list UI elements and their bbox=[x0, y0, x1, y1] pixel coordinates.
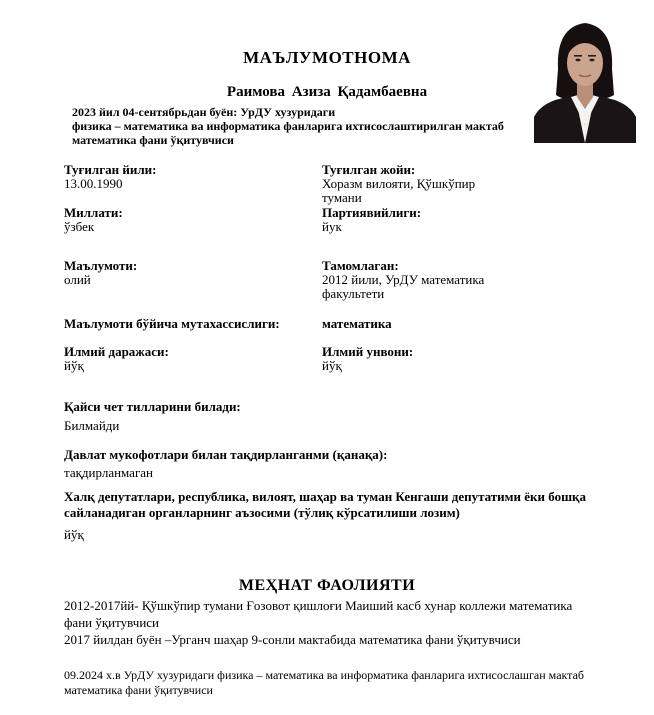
work-history-line: 2017 йилдан буён –Урганч шаҳар 9-сонли мактабида математика фани ўқитувчиси bbox=[64, 632, 521, 647]
education-value: олий bbox=[64, 272, 91, 287]
current-position-line: математика фани ўқитувчиси bbox=[72, 133, 234, 147]
awards-value: тақдирланмаган bbox=[64, 465, 154, 480]
birth-place-value: Хоразм вилояти, Қўшкўпир bbox=[322, 176, 476, 191]
nationality-label: Миллати: bbox=[64, 205, 123, 220]
birth-year-label: Туғилган йили: bbox=[64, 162, 157, 177]
graduated-label: Тамомлаган: bbox=[322, 258, 399, 273]
deputy-value: йўқ bbox=[64, 527, 84, 542]
party-label: Партиявийлиги: bbox=[322, 205, 422, 220]
degree-value: йўқ bbox=[64, 358, 84, 373]
degree-label: Илмий даражаси: bbox=[64, 344, 169, 359]
work-history-line: математика фани ўқитувчиси bbox=[64, 683, 213, 697]
awards-label: Давлат мукофотлари билан тақдирланганми (қанақа): bbox=[64, 447, 388, 462]
academic-title-value: йўқ bbox=[322, 358, 342, 373]
work-history-line: 2012-2017йй- Қўшкўпир тумани Ғозовот қишлоғи Маиший касб хунар коллежи математика bbox=[64, 598, 573, 613]
person-name: Раимова Азиза Қадамбаевна bbox=[226, 84, 428, 100]
nationality-value: ўзбек bbox=[64, 219, 95, 234]
birth-year-value: 13.00.1990 bbox=[64, 176, 123, 191]
graduated-value: факультети bbox=[322, 286, 385, 301]
deputy-label: Халқ депутатлари, республика, вилоят, шаҳар ва туман Кенгаши депутатими ёки бошқа bbox=[64, 489, 587, 504]
education-label: Маълумоти: bbox=[64, 258, 138, 273]
work-history-line: 09.2024 х.в УрДУ хузуридаги физика – математика ва информатика фанларига ихтисослашган мактаб bbox=[64, 668, 585, 682]
portrait-photo bbox=[534, 13, 636, 143]
languages-label: Қайси чет тилларини билади: bbox=[64, 399, 241, 414]
specialty-value: математика bbox=[322, 316, 392, 331]
party-value: йук bbox=[322, 219, 342, 234]
document-title: МАЪЛУМОТНОМА bbox=[243, 48, 411, 67]
academic-title-label: Илмий унвони: bbox=[322, 344, 414, 359]
work-history-title: МЕҲНАТ ФАОЛИЯТИ bbox=[238, 577, 416, 594]
deputy-label: сайланадиган органларнинг аъзосими (тўлиқ кўрсатилиши лозим) bbox=[64, 505, 460, 520]
current-position-line: 2023 йил 04-сентябрьдан буён: УрДУ хузуридаги bbox=[72, 105, 336, 119]
graduated-value: 2012 йили, УрДУ математика bbox=[322, 272, 485, 287]
current-position-line: физика – математика ва информатика фанларига ихтисослаштирилган мактаб bbox=[72, 119, 504, 133]
work-history-line: фани ўқитувчиси bbox=[64, 615, 160, 630]
languages-value: Билмайди bbox=[64, 418, 120, 433]
birth-place-value: тумани bbox=[322, 190, 362, 205]
specialty-label: Маълумоти бўйича мутахассислиги: bbox=[64, 316, 280, 331]
birth-place-label: Туғилган жойи: bbox=[322, 162, 416, 177]
